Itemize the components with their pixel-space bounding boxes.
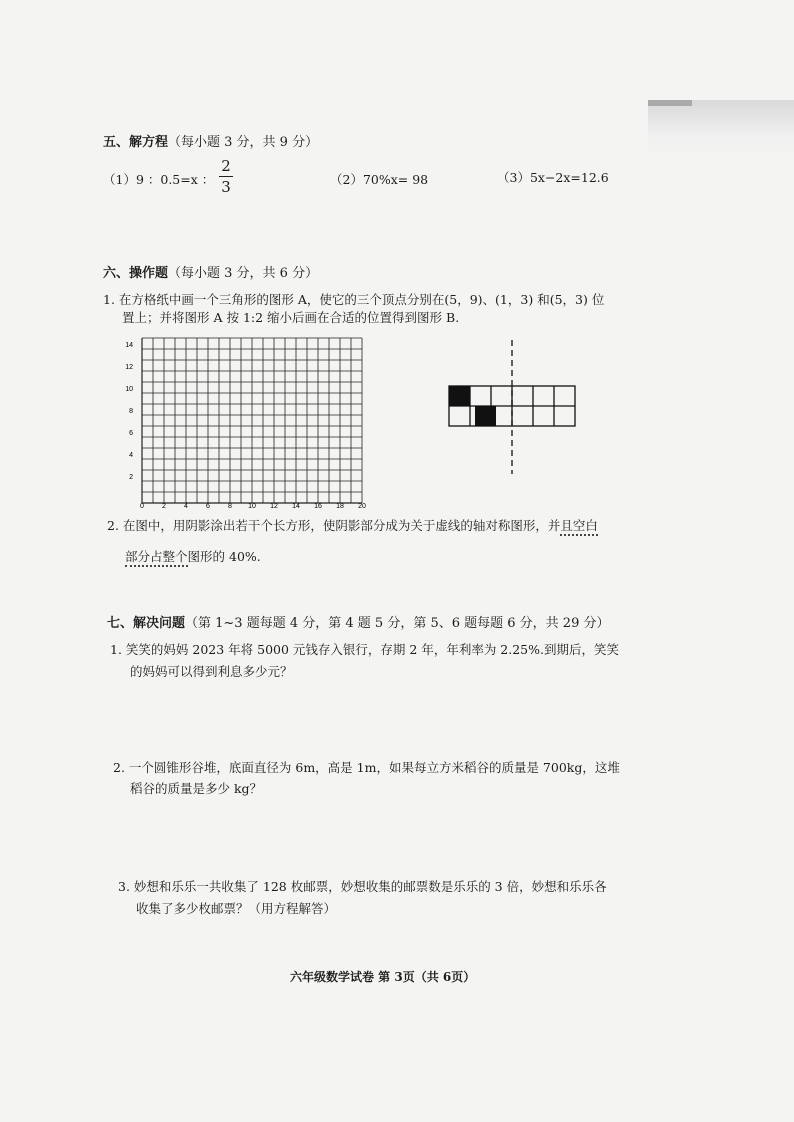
y-tick-label: 8	[129, 408, 133, 415]
section6-note: （每小题 3 分，共 6 分）	[168, 266, 319, 281]
y-tick-label: 14	[125, 342, 133, 349]
x-tick-label: 8	[228, 503, 232, 510]
x-tick-label: 16	[314, 503, 322, 510]
s6-q2-emphasis: 且空白	[560, 518, 598, 536]
s5-q1: （1）9 ：0.5=x ：	[103, 172, 215, 187]
s5-q3: （3）5x−2x=12.6	[497, 170, 609, 185]
s6-q1-line2: 置上；并将图形 A 按 1:2 缩小后画在合适的位置得到图形 B.	[122, 310, 460, 325]
page-footer: 六年级数学试卷 第 3页（共 6页）	[290, 970, 476, 984]
x-tick-label: 2	[162, 503, 166, 510]
shaded-cell	[475, 406, 496, 426]
grid-lines	[142, 338, 362, 503]
s6-q2-text: 图形的 40%.	[187, 549, 261, 564]
s5-q1-fraction	[219, 157, 233, 196]
section5-heading	[103, 131, 318, 150]
x-tick-label: 10	[248, 503, 256, 510]
s6-q2-text: 2. 在图中，用阴影涂出若干个长方形，使阴影部分成为关于虚线的轴对称图形，并	[107, 518, 561, 533]
x-tick-label: 4	[184, 503, 188, 510]
s7-q1-line1: 1. 笑笑的妈妈 2023 年将 5000 元钱存入银行，存期 2 年，年利率为 2.25%.到期后，笑笑	[110, 642, 619, 657]
y-tick-label: 2	[129, 474, 133, 481]
shaded-cell	[449, 386, 470, 406]
s7-q2-line1: 2. 一个圆锥形谷堆，底面直径为 6m，高是 1m，如果每立方米稻谷的质量是 700kg，这堆	[113, 760, 620, 775]
s6-q2-line1	[107, 514, 598, 538]
y-tick-label: 10	[125, 386, 133, 393]
section7-note: （第 1~3 题每题 4 分，第 4 题 5 分，第 5、6 题每题 6 分，共 29 分）	[185, 616, 610, 631]
y-tick-label: 6	[129, 430, 133, 437]
s7-q3-line2: 收集了多少枚邮票？（用方程解答）	[136, 901, 337, 916]
section7-title: 七、解决问题	[107, 616, 186, 631]
x-tick-label: 12	[270, 503, 278, 510]
s6-q1-line1: 1. 在方格纸中画一个三角形的图形 A，使它的三个顶点分别在(5，9)、(1，3) 和(5，3) 位	[103, 292, 605, 307]
page-corner-tab	[648, 100, 794, 158]
x-tick-label: 20	[358, 503, 366, 510]
x-tick-label: 6	[206, 503, 210, 510]
y-tick-label: 12	[125, 364, 133, 371]
symmetry-figure	[445, 338, 580, 478]
s7-q3-line1: 3. 妙想和乐乐一共收集了 128 枚邮票，妙想收集的邮票数是乐乐的 3 倍，妙想和乐乐各	[118, 879, 607, 894]
s6-q2-line2	[125, 545, 261, 569]
fraction-denominator: 3	[221, 178, 231, 196]
grid-x-axis-labels	[140, 503, 366, 510]
section7-heading	[107, 612, 609, 631]
fraction-bar	[219, 176, 233, 177]
s7-q1-line2: 的妈妈可以得到利息多少元？	[130, 664, 293, 679]
section6-heading	[103, 262, 318, 281]
fraction-numerator: 2	[221, 157, 231, 175]
s7-q2-line2: 稻谷的质量是多少 kg？	[130, 781, 263, 796]
s5-q2: （2）70%x= 98	[330, 172, 429, 187]
grid-y-axis-labels	[125, 342, 133, 481]
section5-title: 五、解方程	[103, 135, 169, 150]
x-tick-label: 18	[336, 503, 344, 510]
section6-title: 六、操作题	[103, 266, 169, 281]
x-tick-label: 0	[140, 503, 144, 510]
section5-note: （每小题 3 分，共 9 分）	[168, 135, 319, 150]
grid-paper	[118, 330, 368, 515]
y-tick-label: 4	[129, 452, 133, 459]
x-tick-label: 14	[292, 503, 300, 510]
s6-q2-emphasis: 部分占整个	[125, 549, 188, 567]
